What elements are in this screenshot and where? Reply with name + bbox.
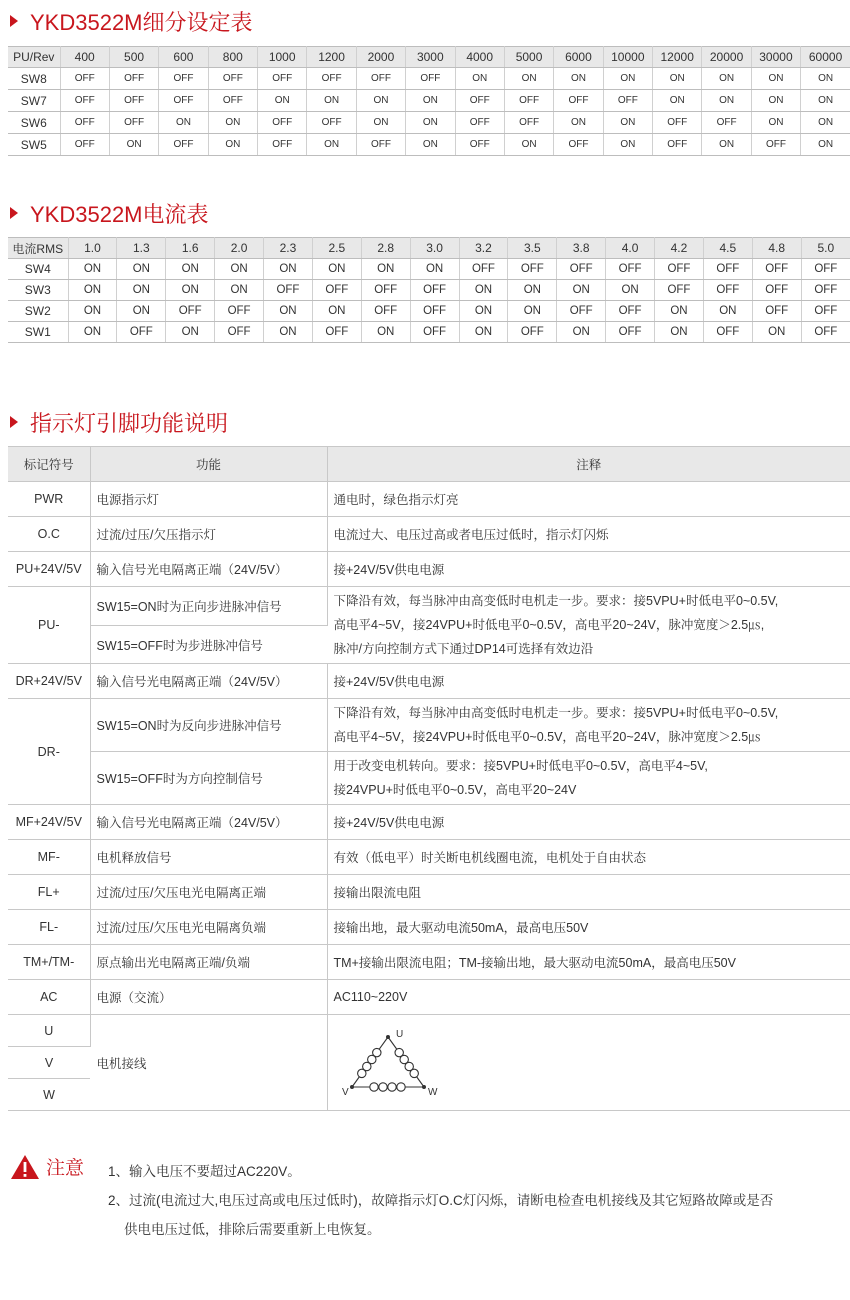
current-title: YKD3522M电流表 [30, 201, 209, 227]
table-cell: ON [801, 134, 850, 156]
table-cell: OFF [801, 259, 850, 280]
table-cell: OFF [258, 68, 307, 90]
table-row [8, 664, 850, 699]
column-header: 600 [159, 47, 208, 68]
section-title-subdivision [10, 6, 253, 36]
note-line: 高电平4~5V，接24VPU+时低电平0~0.5V，高电平20~24V，脉冲宽度＞2.5㎲, [333, 618, 765, 632]
row-function: 电机接线 [90, 1015, 327, 1111]
table-cell: ON [751, 112, 800, 134]
row-function: 输入信号光电隔离正端（24V/5V） [90, 664, 327, 699]
table-cell: OFF [703, 280, 752, 301]
table-cell: OFF [215, 301, 264, 322]
diagram-label-u: U [395, 1028, 403, 1040]
table-cell: ON [215, 280, 264, 301]
column-header: 3.5 [508, 238, 557, 259]
column-header: 3.0 [410, 238, 459, 259]
notice-item: 1、输入电压不要超过AC220V。 [108, 1164, 301, 1179]
table-cell: ON [356, 90, 405, 112]
pin-function-table [8, 446, 850, 1111]
table-cell: OFF [606, 301, 655, 322]
table-cell: OFF [208, 90, 257, 112]
row-note: 有效（低电平）时关断电机线圈电流，电机处于自由状态 [327, 840, 850, 875]
table-cell: OFF [109, 68, 158, 90]
header-label: PU/Rev [8, 47, 60, 68]
row-note: 接+24V/5V供电电源 [327, 664, 850, 699]
table-cell: ON [68, 259, 117, 280]
table-cell: ON [554, 112, 603, 134]
table-cell: ON [557, 322, 606, 343]
row-function: 过流/过压/欠压电光电隔离正端 [90, 875, 327, 910]
table-cell: ON [215, 259, 264, 280]
table-cell: OFF [215, 322, 264, 343]
table-cell: ON [410, 259, 459, 280]
subdivision-title: YKD3522M细分设定表 [30, 9, 253, 35]
table-cell: ON [356, 112, 405, 134]
column-header: 2.5 [312, 238, 361, 259]
section-title-pins [10, 407, 228, 437]
table-row [8, 552, 850, 587]
subdivision-table [8, 46, 850, 156]
table-cell: ON [703, 301, 752, 322]
table-row [8, 875, 850, 910]
row-note: AC110~220V [327, 980, 850, 1015]
table-cell: OFF [264, 280, 313, 301]
table-cell: ON [508, 301, 557, 322]
table-cell: ON [653, 68, 702, 90]
table-cell: OFF [603, 90, 652, 112]
row-mark: DR- [8, 699, 90, 805]
table-cell: ON [655, 301, 704, 322]
note-line: 下降沿有效，每当脉冲由高变低时电机走一步。要求：接5VPU+时低电平0~0.5V, [333, 706, 779, 720]
table-row [8, 840, 850, 875]
table-cell: OFF [801, 280, 850, 301]
table-cell: OFF [751, 134, 800, 156]
table-row [8, 587, 850, 626]
table-cell: OFF [60, 134, 109, 156]
table-cell: OFF [109, 112, 158, 134]
table-cell: ON [603, 68, 652, 90]
table-cell: OFF [361, 301, 410, 322]
pins-title: 指示灯引脚功能说明 [30, 410, 229, 436]
row-mark: V [8, 1047, 90, 1079]
table-row [8, 910, 850, 945]
table-row [8, 482, 850, 517]
row-label: SW6 [8, 112, 60, 134]
current-table [8, 237, 850, 343]
table-cell: ON [307, 134, 356, 156]
table-cell: OFF [455, 90, 504, 112]
table-cell: ON [801, 68, 850, 90]
table-row [8, 68, 850, 90]
table-cell: OFF [653, 112, 702, 134]
row-label: SW1 [8, 322, 68, 343]
table-cell: ON [752, 322, 801, 343]
column-header: 1.3 [117, 238, 166, 259]
table-cell: ON [508, 280, 557, 301]
row-mark: PU- [8, 587, 90, 664]
note-line: 下降沿有效，每当脉冲由高变低时电机走一步。要求：接5VPU+时低电平0~0.5V, [333, 594, 779, 608]
motor-wiring-diagram [332, 1017, 462, 1109]
table-cell: OFF [410, 280, 459, 301]
table-cell: OFF [410, 301, 459, 322]
column-header: 1.0 [68, 238, 117, 259]
table-cell: ON [406, 90, 455, 112]
column-header: 2.3 [264, 238, 313, 259]
column-header: 3.8 [557, 238, 606, 259]
table-cell: ON [258, 90, 307, 112]
header-function: 功能 [90, 447, 327, 482]
table-cell: OFF [655, 259, 704, 280]
table-cell: ON [68, 280, 117, 301]
table-cell: ON [68, 322, 117, 343]
row-mark: O.C [8, 517, 90, 552]
table-cell: ON [455, 68, 504, 90]
row-note: 接输出地，最大驱动电流50mA，最高电压50V [327, 910, 850, 945]
row-label: SW4 [8, 259, 68, 280]
column-header: 3.2 [459, 238, 508, 259]
row-note: 通电时，绿色指示灯亮 [327, 482, 850, 517]
table-cell: ON [702, 134, 751, 156]
table-cell: ON [166, 259, 215, 280]
table-cell: ON [361, 259, 410, 280]
table-cell: OFF [801, 301, 850, 322]
row-mark: MF- [8, 840, 90, 875]
table-header-row [8, 47, 850, 68]
table-cell: ON [459, 322, 508, 343]
row-function: SW15=OFF时为步进脉冲信号 [90, 626, 327, 664]
column-header: 30000 [751, 47, 800, 68]
table-cell: ON [504, 134, 553, 156]
column-header: 800 [208, 47, 257, 68]
table-cell: OFF [159, 134, 208, 156]
row-label: SW5 [8, 134, 60, 156]
table-cell: ON [117, 280, 166, 301]
note-line: 高电平4~5V，接24VPU+时低电平0~0.5V，高电平20~24V，脉冲宽度＞2.5㎲ [333, 730, 761, 744]
row-mark: MF+24V/5V [8, 805, 90, 840]
column-header: 4000 [455, 47, 504, 68]
table-cell: OFF [606, 259, 655, 280]
table-cell: ON [117, 259, 166, 280]
table-cell: OFF [208, 68, 257, 90]
row-function: 过流/过压/欠压指示灯 [90, 517, 327, 552]
table-header-row [8, 447, 850, 482]
column-header: 10000 [603, 47, 652, 68]
column-header: 500 [109, 47, 158, 68]
row-label: SW7 [8, 90, 60, 112]
table-cell: OFF [166, 301, 215, 322]
column-header: 5000 [504, 47, 553, 68]
table-cell: OFF [455, 134, 504, 156]
triangle-right-icon [10, 207, 18, 219]
column-header: 2000 [356, 47, 405, 68]
table-cell: OFF [554, 90, 603, 112]
table-row [8, 517, 850, 552]
row-mark: TM+/TM- [8, 945, 90, 980]
table-cell: ON [406, 112, 455, 134]
table-cell: ON [312, 259, 361, 280]
row-mark: FL+ [8, 875, 90, 910]
row-note: 接+24V/5V供电电源 [327, 805, 850, 840]
table-cell: ON [459, 301, 508, 322]
table-cell: ON [264, 259, 313, 280]
table-cell: OFF [606, 322, 655, 343]
table-cell: ON [751, 68, 800, 90]
triangle-right-icon [10, 416, 18, 428]
row-note [327, 699, 850, 752]
column-header: 5.0 [801, 238, 850, 259]
row-function: 过流/过压/欠压电光电隔离负端 [90, 910, 327, 945]
table-cell: ON [557, 280, 606, 301]
table-cell: OFF [459, 259, 508, 280]
table-cell: OFF [702, 112, 751, 134]
row-mark: PWR [8, 482, 90, 517]
table-row [8, 322, 850, 343]
row-mark: FL- [8, 910, 90, 945]
warning-triangle-icon [10, 1154, 40, 1180]
table-cell: ON [208, 112, 257, 134]
table-cell: OFF [356, 68, 405, 90]
table-cell: ON [655, 322, 704, 343]
table-cell: OFF [109, 90, 158, 112]
column-header: 3000 [406, 47, 455, 68]
table-cell: ON [117, 301, 166, 322]
header-mark: 标记符号 [8, 447, 90, 482]
table-cell: ON [166, 322, 215, 343]
column-header: 12000 [653, 47, 702, 68]
table-cell: OFF [504, 90, 553, 112]
table-cell: ON [312, 301, 361, 322]
table-row [8, 90, 850, 112]
note-line: 接24VPU+时低电平0~0.5V，高电平20~24V [333, 783, 577, 797]
table-cell: OFF [356, 134, 405, 156]
table-row [8, 112, 850, 134]
table-cell: ON [264, 301, 313, 322]
column-header: 1000 [258, 47, 307, 68]
table-cell: OFF [752, 259, 801, 280]
table-cell: OFF [554, 134, 603, 156]
table-row [8, 945, 850, 980]
row-note: 接+24V/5V供电电源 [327, 552, 850, 587]
row-function: 原点输出光电隔离正端/负端 [90, 945, 327, 980]
header-note: 注释 [327, 447, 850, 482]
row-mark: W [8, 1079, 90, 1111]
column-header: 20000 [702, 47, 751, 68]
row-function: 电源指示灯 [90, 482, 327, 517]
table-cell: OFF [406, 68, 455, 90]
table-row [8, 134, 850, 156]
row-function: 输入信号光电隔离正端（24V/5V） [90, 552, 327, 587]
motor-wiring-cell [327, 1015, 850, 1111]
table-cell: ON [307, 90, 356, 112]
table-row [8, 1015, 850, 1047]
table-cell: OFF [504, 112, 553, 134]
table-cell: OFF [653, 134, 702, 156]
notice-item: 供电电压过低，排除后需要重新上电恢复。 [124, 1222, 381, 1237]
table-cell: ON [264, 322, 313, 343]
table-cell: ON [653, 90, 702, 112]
table-cell: ON [361, 322, 410, 343]
note-line: 用于改变电机转向。要求：接5VPU+时低电平0~0.5V，高电平4~5V, [333, 759, 708, 773]
table-cell: OFF [508, 322, 557, 343]
table-cell: OFF [361, 280, 410, 301]
table-cell: OFF [258, 112, 307, 134]
table-cell: OFF [557, 259, 606, 280]
table-row [8, 805, 850, 840]
table-cell: OFF [60, 68, 109, 90]
column-header: 6000 [554, 47, 603, 68]
column-header: 2.8 [361, 238, 410, 259]
table-cell: OFF [752, 301, 801, 322]
table-row [8, 301, 850, 322]
row-function: SW15=ON时为正向步进脉冲信号 [90, 587, 327, 626]
table-cell: ON [459, 280, 508, 301]
table-cell: OFF [60, 112, 109, 134]
row-note [327, 752, 850, 805]
row-note [327, 587, 850, 664]
header-label: 电流RMS [8, 238, 68, 259]
row-label: SW2 [8, 301, 68, 322]
column-header: 1200 [307, 47, 356, 68]
diagram-label-v: V [341, 1086, 349, 1098]
table-cell: ON [208, 134, 257, 156]
column-header: 1.6 [166, 238, 215, 259]
table-cell: OFF [307, 68, 356, 90]
table-cell: OFF [703, 322, 752, 343]
row-function: 电机释放信号 [90, 840, 327, 875]
table-cell: ON [801, 112, 850, 134]
diagram-label-w: W [427, 1086, 437, 1098]
table-row [8, 699, 850, 752]
table-cell: OFF [60, 90, 109, 112]
table-cell: ON [702, 90, 751, 112]
row-label: SW3 [8, 280, 68, 301]
table-cell: ON [702, 68, 751, 90]
table-cell: ON [109, 134, 158, 156]
column-header: 4.8 [752, 238, 801, 259]
row-mark: U [8, 1015, 90, 1047]
table-cell: ON [751, 90, 800, 112]
row-function: SW15=ON时为反向步进脉冲信号 [90, 699, 327, 752]
row-mark: PU+24V/5V [8, 552, 90, 587]
table-cell: OFF [159, 68, 208, 90]
table-cell: ON [554, 68, 603, 90]
triangle-right-icon [10, 15, 18, 27]
table-row [8, 259, 850, 280]
table-row [8, 752, 850, 805]
table-cell: OFF [655, 280, 704, 301]
notice-title: 注意 [46, 1158, 85, 1179]
table-cell: OFF [410, 322, 459, 343]
table-cell: OFF [312, 280, 361, 301]
table-cell: OFF [752, 280, 801, 301]
row-note: TM+接输出限流电阻；TM-接输出地，最大驱动电流50mA，最高电压50V [327, 945, 850, 980]
row-function: 输入信号光电隔离正端（24V/5V） [90, 805, 327, 840]
table-cell: OFF [117, 322, 166, 343]
table-cell: ON [606, 280, 655, 301]
table-row [8, 280, 850, 301]
notice-heading [10, 1153, 84, 1180]
table-cell: OFF [455, 112, 504, 134]
table-cell: ON [801, 90, 850, 112]
table-cell: OFF [557, 301, 606, 322]
table-header-row [8, 238, 850, 259]
row-mark: AC [8, 980, 90, 1015]
column-header: 400 [60, 47, 109, 68]
table-cell: ON [159, 112, 208, 134]
table-cell: ON [603, 112, 652, 134]
column-header: 4.2 [655, 238, 704, 259]
table-cell: ON [68, 301, 117, 322]
row-note: 电流过大、电压过高或者电压过低时，指示灯闪烁 [327, 517, 850, 552]
row-label: SW8 [8, 68, 60, 90]
row-note: 接输出限流电阻 [327, 875, 850, 910]
row-function: SW15=OFF时为方向控制信号 [90, 752, 327, 805]
table-cell: OFF [508, 259, 557, 280]
table-cell: OFF [307, 112, 356, 134]
table-cell: OFF [159, 90, 208, 112]
table-cell: ON [166, 280, 215, 301]
table-cell: ON [504, 68, 553, 90]
table-cell: OFF [258, 134, 307, 156]
row-mark: DR+24V/5V [8, 664, 90, 699]
notice-item: 2、过流(电流过大,电压过高或电压过低时)，故障指示灯O.C灯闪烁，请断电检查电机接线及其它短路故障或是否 [108, 1193, 774, 1208]
section-title-current [10, 198, 209, 228]
table-cell: OFF [312, 322, 361, 343]
row-function: 电源（交流） [90, 980, 327, 1015]
table-cell: ON [406, 134, 455, 156]
column-header: 4.5 [703, 238, 752, 259]
table-cell: OFF [703, 259, 752, 280]
notice-items [108, 1157, 838, 1244]
column-header: 2.0 [215, 238, 264, 259]
column-header: 60000 [801, 47, 850, 68]
note-line: 脉冲/方向控制方式下通过DP14可选择有效边沿 [333, 642, 594, 656]
table-row [8, 980, 850, 1015]
table-cell: ON [603, 134, 652, 156]
column-header: 4.0 [606, 238, 655, 259]
table-cell: OFF [801, 322, 850, 343]
